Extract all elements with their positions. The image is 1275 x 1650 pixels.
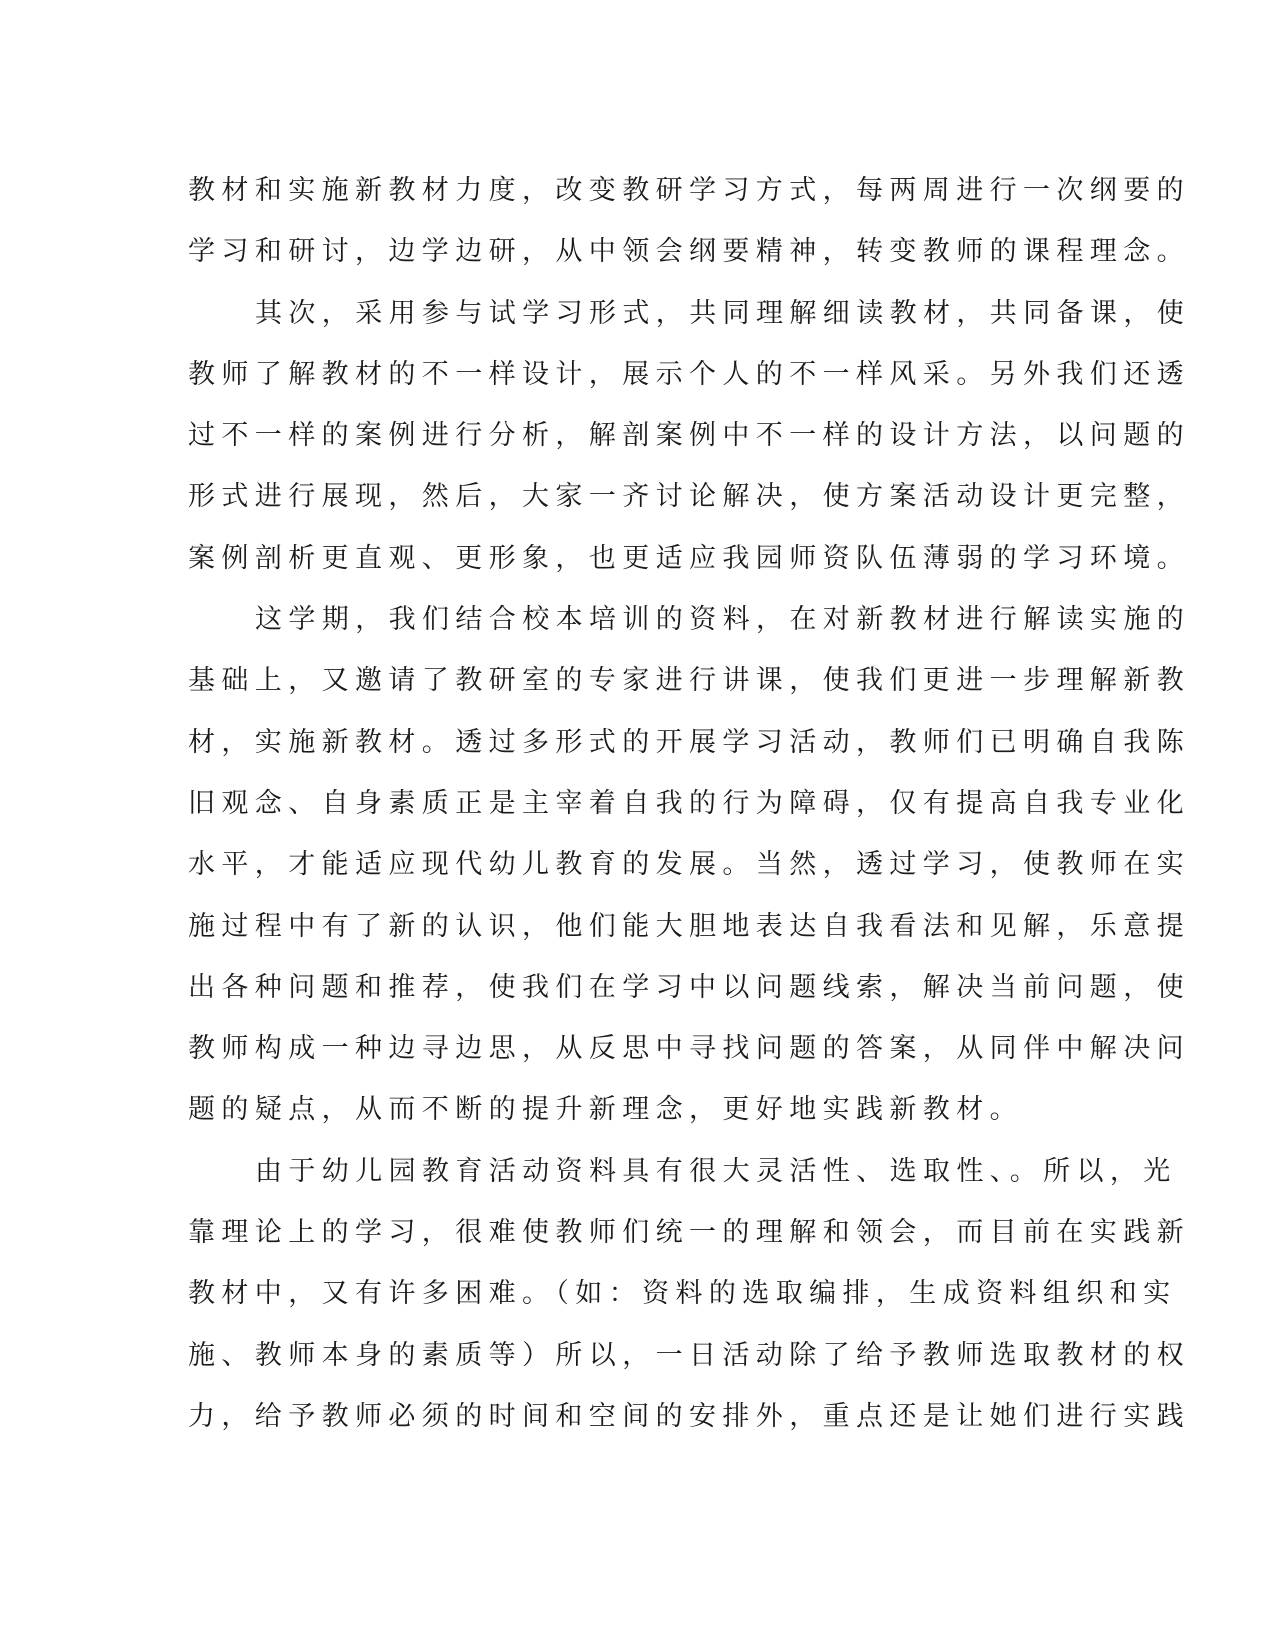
text-line: 水平，才能适应现代幼儿教育的发展。当然，透过学习，使教师在实: [188, 849, 1190, 881]
text-line: 旧观念、自身素质正是主宰着自我的行为障碍，仅有提高自我专业化: [188, 787, 1190, 819]
text-line: 题的疑点，从而不断的提升新理念，更好地实践新教材。: [188, 1094, 1023, 1126]
text-line: 由于幼儿园教育活动资料具有很大灵活性、选取性、。所以，光: [255, 1155, 1177, 1187]
text-line: 教师了解教材的不一样设计，展示个人的不一样风采。另外我们还透: [188, 358, 1190, 390]
text-line: 形式进行展现，然后，大家一齐讨论解决，使方案活动设计更完整，: [188, 481, 1190, 513]
text-line: 出各种问题和推荐，使我们在学习中以问题线索，解决当前问题，使: [188, 971, 1190, 1003]
text-line: 力，给予教师必须的时间和空间的安排外，重点还是让她们进行实践: [188, 1400, 1190, 1432]
text-line: 教师构成一种边寻边思，从反思中寻找问题的答案，从同伴中解决问: [188, 1033, 1190, 1065]
text-line: 其次，采用参与试学习形式，共同理解细读教材，共同备课，使: [255, 297, 1191, 329]
text-line: 教材和实施新教材力度，改变教研学习方式，每两周进行一次纲要的: [188, 175, 1190, 206]
text-line: 教材中，又有许多困难。（如：资料的选取编排，生成资料组织和实: [188, 1278, 1177, 1310]
text-line: 过不一样的案例进行分析，解剖案例中不一样的设计方法，以问题的: [188, 420, 1190, 452]
text-line: 材，实施新教材。透过多形式的开展学习活动，教师们已明确自我陈: [188, 726, 1190, 758]
text-line: 案例剖析更直观、更形象，也更适应我园师资队伍薄弱的学习环境。: [188, 542, 1190, 574]
text-line: 靠理论上的学习，很难使教师们统一的理解和领会，而目前在实践新: [188, 1217, 1190, 1249]
text-line: 施、教师本身的素质等）所以，一日活动除了给予教师选取教材的权: [188, 1339, 1190, 1371]
body-text: [188, 160, 1191, 1447]
text-line: 基础上，又邀请了教研室的专家进行讲课，使我们更进一步理解新教: [188, 665, 1190, 697]
text-line: 施过程中有了新的认识，他们能大胆地表达自我看法和见解，乐意提: [188, 910, 1190, 942]
text-line: 学习和研讨，边学边研，从中领会纲要精神，转变教师的课程理念。: [188, 236, 1190, 268]
text-line: 这学期，我们结合校本培训的资料，在对新教材进行解读实施的: [255, 604, 1191, 636]
